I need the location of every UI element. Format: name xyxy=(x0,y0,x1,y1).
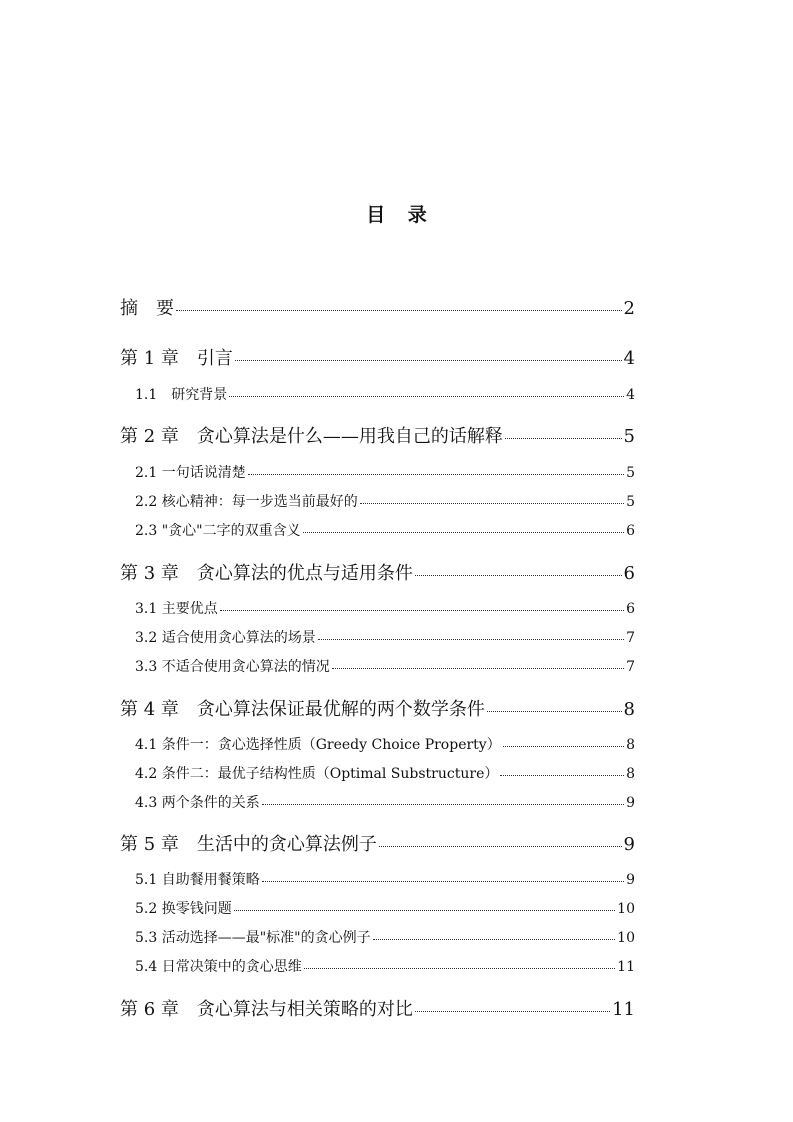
toc-entry-label: 第 2 章 贪心算法是什么——用我自己的话解释 xyxy=(120,426,503,447)
table-of-contents xyxy=(120,0,635,1122)
toc-entry-section-4-2[interactable] xyxy=(120,763,635,783)
toc-entry-page: 8 xyxy=(626,737,635,753)
toc-entry-page: 2 xyxy=(623,298,635,319)
toc-entry-page: 11 xyxy=(617,959,635,975)
dot-leader xyxy=(318,639,624,640)
toc-entry-section-3-3[interactable] xyxy=(120,656,635,676)
toc-entry-chapter-1[interactable] xyxy=(120,344,635,370)
toc-entry-page: 7 xyxy=(626,630,635,646)
toc-entry-page: 6 xyxy=(626,523,635,539)
toc-entry-page: 5 xyxy=(626,465,635,481)
toc-entry-page: 6 xyxy=(623,563,635,584)
toc-entry-label: 第 5 章 生活中的贪心算法例子 xyxy=(120,834,377,855)
toc-entry-section-5-1[interactable] xyxy=(120,869,635,889)
dot-leader xyxy=(332,668,624,669)
toc-entry-section-5-4[interactable] xyxy=(120,956,635,976)
toc-entry-page: 8 xyxy=(626,766,635,782)
toc-entry-section-2-2[interactable] xyxy=(120,491,635,511)
toc-entry-page: 9 xyxy=(626,795,635,811)
toc-entry-section-2-3[interactable] xyxy=(120,520,635,540)
dot-leader xyxy=(415,575,622,576)
toc-entry-section-1-1[interactable] xyxy=(120,384,635,404)
dot-leader xyxy=(176,310,622,311)
dot-leader xyxy=(235,360,622,361)
toc-entry-page: 6 xyxy=(626,601,635,617)
toc-entry-label: 第 3 章 贪心算法的优点与适用条件 xyxy=(120,563,413,584)
toc-entry-label: 4.2 条件二：最优子结构性质（Optimal Substructure） xyxy=(135,766,499,782)
toc-entry-section-3-2[interactable] xyxy=(120,627,635,647)
toc-entry-page: 5 xyxy=(623,426,635,447)
dot-leader xyxy=(505,438,622,439)
dot-leader xyxy=(248,474,624,475)
toc-entry-label: 3.2 适合使用贪心算法的场景 xyxy=(135,630,316,646)
dot-leader xyxy=(360,503,624,504)
toc-entry-page: 8 xyxy=(623,699,635,720)
toc-entry-page: 4 xyxy=(626,387,635,403)
toc-entry-label: 5.2 换零钱问题 xyxy=(135,901,232,917)
toc-entry-label: 第 4 章 贪心算法保证最优解的两个数学条件 xyxy=(120,699,485,720)
dot-leader xyxy=(500,775,624,776)
toc-entry-abstract[interactable] xyxy=(120,294,635,320)
dot-leader xyxy=(262,881,624,882)
dot-leader xyxy=(373,939,616,940)
toc-entry-label: 2.3 "贪心"二字的双重含义 xyxy=(135,523,301,539)
toc-entry-label: 3.1 主要优点 xyxy=(135,601,218,617)
toc-entry-page: 7 xyxy=(626,659,635,675)
toc-entry-label: 2.2 核心精神：每一步选当前最好的 xyxy=(135,494,358,510)
toc-entry-page: 4 xyxy=(623,348,635,369)
toc-entry-label: 第 6 章 贪心算法与相关策略的对比 xyxy=(120,999,413,1020)
toc-entry-section-4-3[interactable] xyxy=(120,792,635,812)
dot-leader xyxy=(503,746,624,747)
toc-entry-section-2-1[interactable] xyxy=(120,462,635,482)
toc-entry-label: 4.1 条件一：贪心选择性质（Greedy Choice Property） xyxy=(135,737,501,753)
toc-entry-label: 2.1 一句话说清楚 xyxy=(135,465,246,481)
toc-entry-label: 4.3 两个条件的关系 xyxy=(135,795,260,811)
toc-entry-page: 9 xyxy=(623,834,635,855)
toc-entry-section-4-1[interactable] xyxy=(120,734,635,754)
toc-entry-label: 1.1 研究背景 xyxy=(135,387,228,403)
toc-entry-page: 11 xyxy=(612,999,635,1020)
toc-entry-section-5-2[interactable] xyxy=(120,898,635,918)
toc-title: 目 录 xyxy=(366,204,435,226)
dot-leader xyxy=(220,610,624,611)
dot-leader xyxy=(487,711,622,712)
toc-entry-page: 9 xyxy=(626,872,635,888)
dot-leader xyxy=(304,968,615,969)
toc-entry-label: 第 1 章 引言 xyxy=(120,348,233,369)
toc-entry-chapter-2[interactable] xyxy=(120,422,635,448)
toc-entry-chapter-3[interactable] xyxy=(120,559,635,585)
dot-leader xyxy=(229,396,624,397)
toc-entry-section-3-1[interactable] xyxy=(120,598,635,618)
toc-entry-chapter-4[interactable] xyxy=(120,695,635,721)
toc-entry-page: 10 xyxy=(617,930,635,946)
toc-entry-label: 5.3 活动选择——最"标准"的贪心例子 xyxy=(135,930,371,946)
dot-leader xyxy=(379,846,622,847)
toc-entry-label: 摘 要 xyxy=(120,298,174,319)
dot-leader xyxy=(415,1011,610,1012)
toc-entry-page: 10 xyxy=(617,901,635,917)
toc-entry-label: 5.4 日常决策中的贪心思维 xyxy=(135,959,302,975)
toc-entry-chapter-6[interactable] xyxy=(120,995,635,1021)
toc-entry-label: 5.1 自助餐用餐策略 xyxy=(135,872,260,888)
toc-entry-page: 5 xyxy=(626,494,635,510)
dot-leader xyxy=(262,804,624,805)
toc-entry-chapter-5[interactable] xyxy=(120,830,635,856)
dot-leader xyxy=(303,532,624,533)
toc-entry-section-5-3[interactable] xyxy=(120,927,635,947)
toc-entry-label: 3.3 不适合使用贪心算法的情况 xyxy=(135,659,330,675)
dot-leader xyxy=(234,910,615,911)
